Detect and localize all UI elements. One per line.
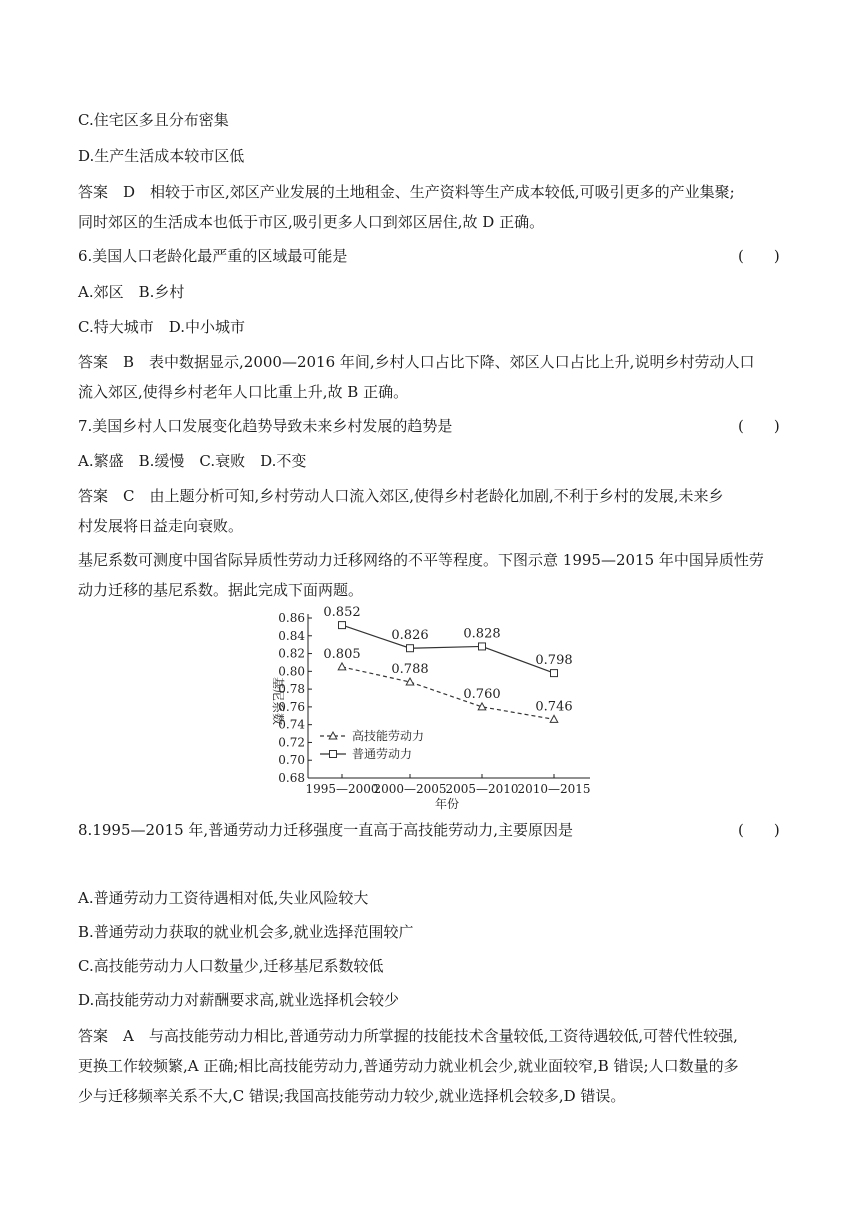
text-line: 流入郊区,使得乡村老年人口比重上升,故 B 正确。 [78,383,409,401]
x-tick-label: 2000—2005 [373,782,447,796]
y-tick-label: 0.72 [278,735,305,750]
data-point [551,670,558,677]
y-tick-label: 0.74 [278,717,305,732]
y-tick-label: 0.70 [278,753,305,768]
x-tick-label: 2005—2010 [445,782,519,796]
data-label: 0.828 [463,626,501,642]
y-tick-label: 0.84 [278,628,305,643]
text-line: 更换工作较频繁,A 正确;相比高技能劳动力,普通劳动力就业机会少,就业面较窄,B 错误;人口数量的多 [78,1057,739,1075]
series-line-high-skill [342,667,554,719]
text-line: 答案 B 表中数据显示,2000—2016 年间,乡村人口占比下降、郊区人口占比上升,说明乡村劳动人口 [78,353,755,371]
y-tick-label: 0.76 [278,699,305,714]
text-line: 动力迁移的基尼系数。据此完成下面两题。 [78,581,364,599]
text-line: D.生产生活成本较市区低 [78,147,245,165]
text-line: C.住宅区多且分布密集 [78,111,229,129]
y-tick-label: 0.80 [278,664,305,679]
text-line: 基尼系数可测度中国省际异质性劳动力迁移网络的不平等程度。下图示意 1995—2015 年中国异质性劳 [78,551,764,569]
data-point [407,645,414,652]
x-tick-label: 1995—2000 [305,782,379,796]
data-point [338,663,346,670]
data-label: 0.805 [323,646,361,662]
text-line: C.高技能劳动力人口数量少,迁移基尼系数较低 [78,957,384,975]
text-line: 村发展将日益走向衰败。 [78,517,244,535]
data-label: 0.852 [323,606,361,621]
text-line: 答案 D 相较于市区,郊区产业发展的土地租金、生产资料等生产成本较低,可吸引更多的产业集聚; [78,183,735,201]
legend-label: 高技能劳动力 [352,729,425,743]
x-tick-label: 2010—2015 [517,782,591,796]
text-line: 7.美国乡村人口发展变化趋势导致未来乡村发展的趋势是 [78,417,453,435]
text-line: 8.1995—2015 年,普通劳动力迁移强度一直高于高技能劳动力,主要原因是 [78,821,573,839]
legend-marker-square [330,751,337,758]
text-line: 同时郊区的生活成本也低于市区,吸引更多人口到郊区居住,故 D 正确。 [78,213,545,231]
text-line: 6.美国人口老龄化最严重的区域最可能是 [78,247,348,265]
text-line: A.郊区 B.乡村 [78,283,185,301]
text-line: C.特大城市 D.中小城市 [78,318,245,336]
y-tick-label: 0.86 [278,611,305,625]
text-line: D.高技能劳动力对薪酬要求高,就业选择机会较少 [78,991,400,1009]
legend-label: 普通劳动力 [352,747,413,761]
y-tick-label: 0.68 [278,771,305,785]
answer-blank-paren: ( ) [738,417,780,435]
y-tick-label: 0.78 [278,682,305,697]
gini-line-chart [262,606,602,816]
answer-blank-paren: ( ) [738,247,780,265]
y-tick-label: 0.82 [278,646,305,661]
y-axis-label: 基尼系数 [271,676,285,726]
text-line: 答案 C 由上题分析可知,乡村劳动人口流入郊区,使得乡村老龄化加剧,不利于乡村的发展,未来乡 [78,487,724,505]
data-label: 0.826 [391,628,429,644]
answer-blank-paren: ( ) [738,821,780,839]
data-point [550,715,558,722]
data-point [339,622,346,629]
text-line: 少与迁移频率关系不大,C 错误;我国高技能劳动力较少,就业选择机会较多,D 错误。 [78,1087,626,1105]
data-point [479,643,486,650]
data-label: 0.788 [391,662,429,677]
text-line: A.普通劳动力工资待遇相对低,失业风险较大 [78,889,369,907]
data-label: 0.760 [463,686,501,702]
series-line-ordinary [342,625,554,673]
data-label: 0.798 [535,653,573,669]
data-label: 0.746 [535,699,573,715]
x-axis-label: 年份 [434,797,460,811]
text-line: A.繁盛 B.缓慢 C.衰败 D.不变 [78,452,307,470]
text-line: 答案 A 与高技能劳动力相比,普通劳动力所掌握的技能技术含量较低,工资待遇较低,可替代性较强, [78,1027,738,1045]
text-line: B.普通劳动力获取的就业机会多,就业选择范围较广 [78,923,414,941]
